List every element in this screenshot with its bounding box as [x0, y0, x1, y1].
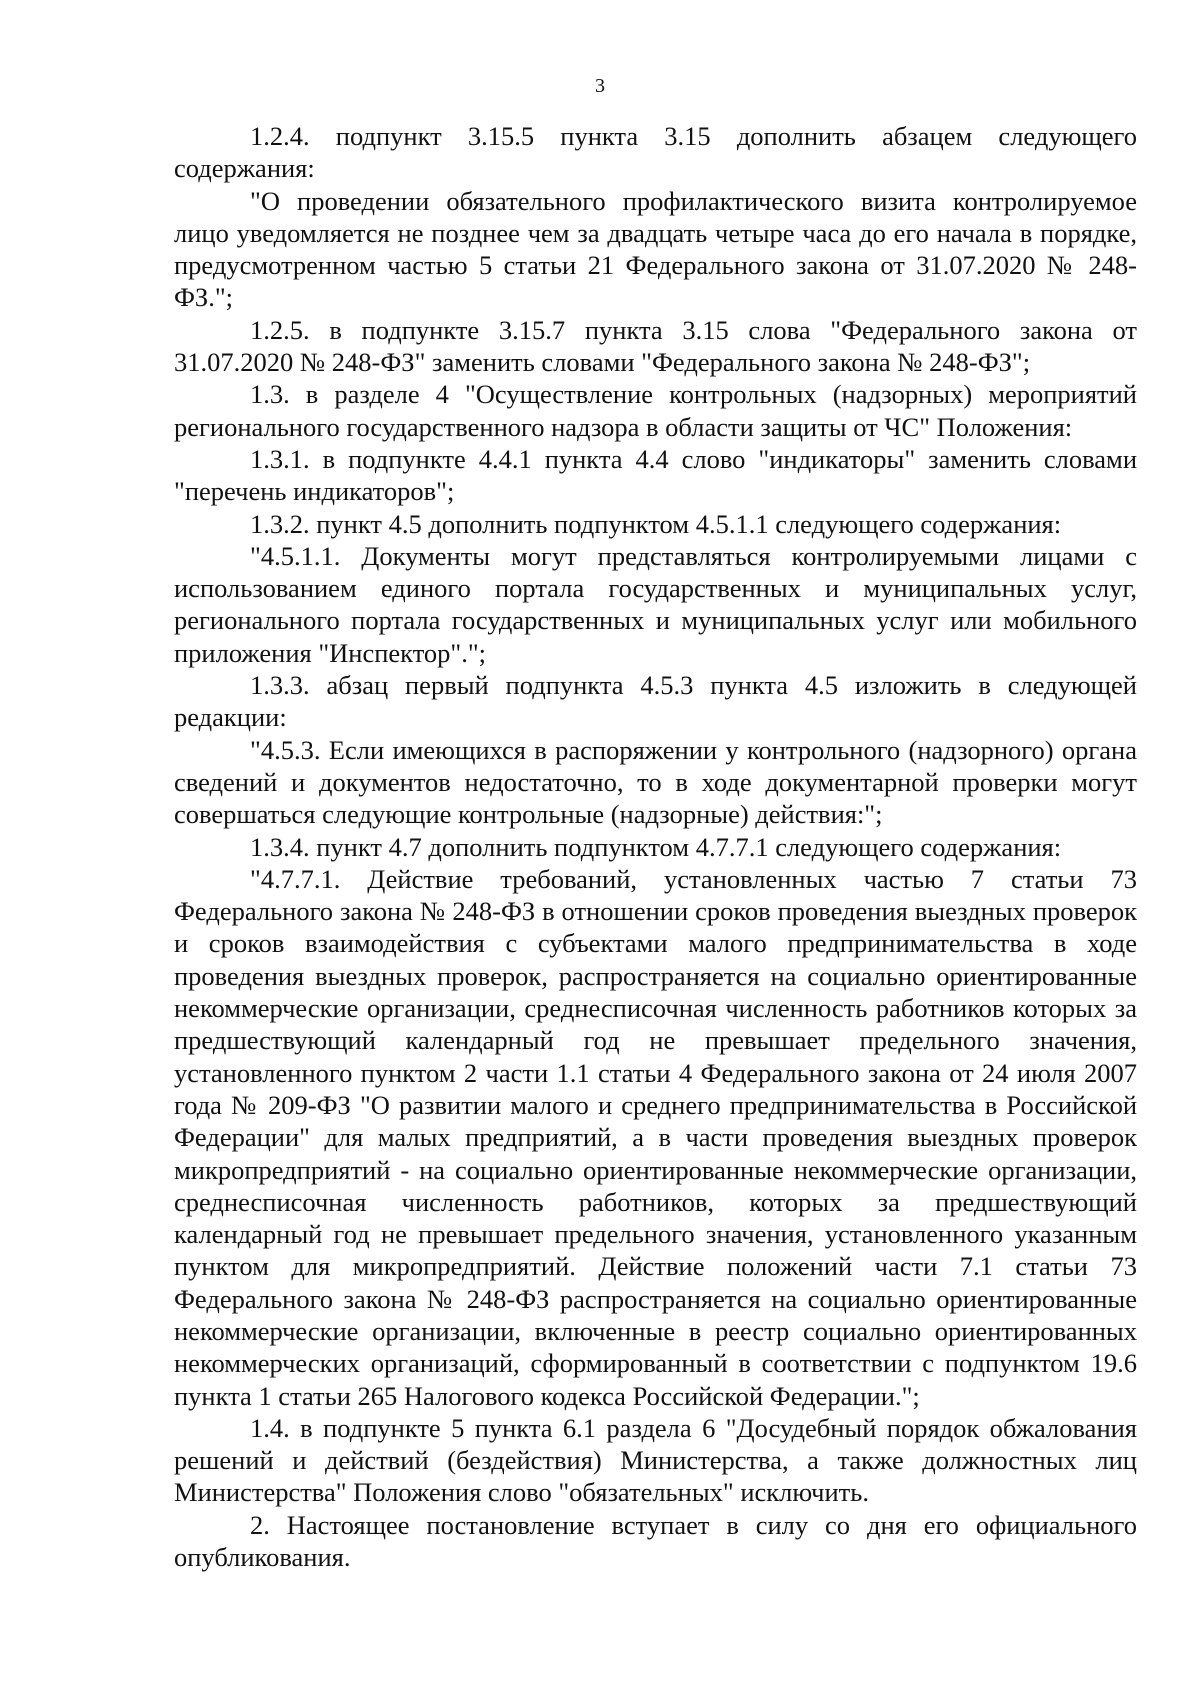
page-number: 3 — [595, 75, 605, 97]
paragraph-2: 2. Настоящее постановление вступает в силу со дня его официального опубликования. — [174, 1509, 1137, 1573]
paragraph-1-2-5: 1.2.5. в подпункте 3.15.7 пункта 3.15 слова "Федерального закона от 31.07.2020 № 248-ФЗ" заменить словами "Федерального закона № 248-ФЗ"; — [174, 314, 1137, 378]
paragraph-quote-4-5-1-1: "4.5.1.1. Документы могут представляться контролируемыми лицами с использованием единого портала государственных и муниципальных услуг, регионального портала государственных и муниципальных услуг или мобильного приложения "Инспектор"."; — [174, 540, 1137, 668]
paragraph-quote-4-7-7-1: "4.7.7.1. Действие требований, установленных частью 7 статьи 73 Федерального закона № 248-ФЗ в отношении сроков проведения выездных проверок и сроков взаимодействия с субъектами малого предпринимательства в ходе проведения выездных проверок, распространяется на социально ориентированные некоммерческие организации, среднесписочная численность работников которых за предшествующий календарный год не превышает предельного значения, установленного пунктом 2 части 1.1 статьи 4 Федерального закона от 24 июля 2007 года № 209-ФЗ "О развитии малого и среднего предпринимательства в Российской Федерации" для малых предприятий, а в части проведения выездных проверок микропредприятий - на социально ориентированные некоммерческие организации, среднесписочная численность работников, которых за предшествующий календарный год не превышает предельного значения, установленного указанным пунктом для микропредприятий. Действие положений части 7.1 статьи 73 Федерального закона № 248-ФЗ распространяется на социально ориентированные некоммерческие организации, включенные в реестр социально ориентированных некоммерческих организаций, сформированный в соответствии с подпунктом 19.6 пункта 1 статьи 265 Налогового кодекса Российской Федерации."; — [174, 863, 1137, 1411]
paragraph-1-4: 1.4. в подпункте 5 пункта 6.1 раздела 6 "Досудебный порядок обжалования решений и действий (бездействия) Министерства, а также должностных лиц Министерства" Положения слово "обязательных" исключить. — [174, 1412, 1137, 1508]
paragraph-1-3-1: 1.3.1. в подпункте 4.4.1 пункта 4.4 слово "индикаторы" заменить словами "перечень индикаторов"; — [174, 443, 1137, 507]
paragraph-1-3-2: 1.3.2. пункт 4.5 дополнить подпунктом 4.5.1.1 следующего содержания: — [250, 508, 1062, 539]
paragraph-1-3: 1.3. в разделе 4 "Осуществление контрольных (надзорных) мероприятий регионального государственного надзора в области защиты от ЧС" Положения: — [174, 379, 1137, 442]
paragraph-1-3-3: 1.3.3. абзац первый подпункта 4.5.3 пункта 4.5 изложить в следующей редакции: — [174, 670, 1137, 733]
paragraph-1-2-4: 1.2.4. подпункт 3.15.5 пункта 3.15 дополнить абзацем следующего содержания: — [174, 121, 1137, 184]
paragraph-quote-3-15-5: "О проведении обязательного профилактического визита контролируемое лицо уведомляется не позднее чем за двадцать четыре часа до его начала в порядке, предусмотренном частью 5 статьи 21 Федерального закона от 31.07.2020 № 248-ФЗ."; — [174, 185, 1137, 313]
document-body — [174, 120, 1137, 1573]
paragraph-quote-4-5-3: "4.5.3. Если имеющихся в распоряжении у контрольного (надзорного) органа сведений и документов недостаточно, то в ходе документарной проверки могут совершаться следующие контрольные (надзорные) действия:"; — [174, 734, 1137, 830]
paragraph-1-3-4: 1.3.4. пункт 4.7 дополнить подпунктом 4.7.7.1 следующего содержания: — [250, 831, 1062, 862]
